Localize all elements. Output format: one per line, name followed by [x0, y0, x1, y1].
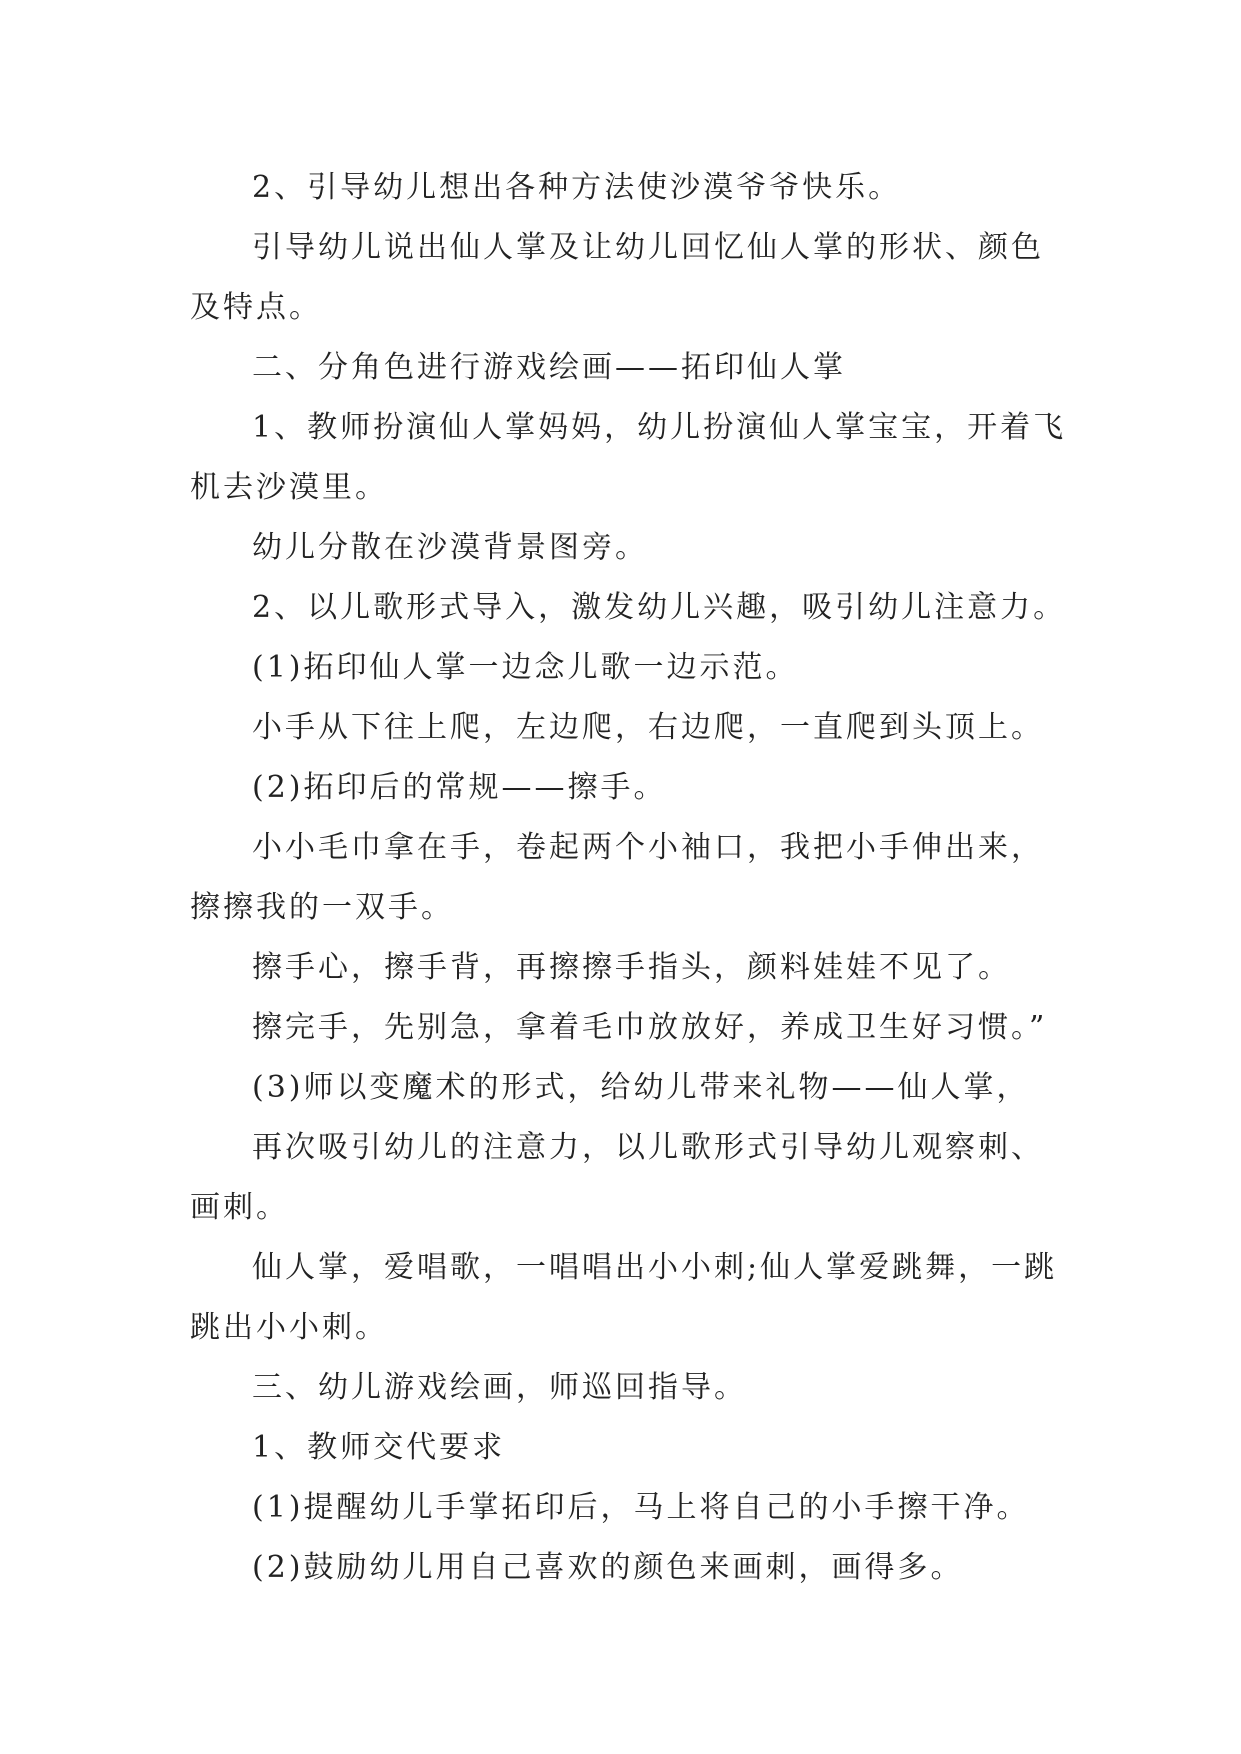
paragraph-15: 仙人掌，爱唱歌，一唱唱出小小刺;仙人掌爱跳舞，一跳跳出小小刺。	[190, 1250, 1058, 1345]
paragraph-9: (2)拓印后的常规——擦手。	[252, 770, 667, 805]
paragraph-19: (2)鼓励幼儿用自己喜欢的颜色来画刺，画得多。	[252, 1550, 964, 1585]
paragraph-14: 再次吸引幼儿的注意力，以儿歌形式引导幼儿观察刺、画刺。	[190, 1130, 1044, 1225]
paragraph-8: 小手从下往上爬，左边爬，右边爬，一直爬到头顶上。	[252, 710, 1044, 745]
section-heading-3: 三、幼儿游戏绘画，师巡回指导。	[252, 1370, 747, 1405]
paragraph-12: 擦完手，先别急，拿着毛巾放放好，养成卫生好习惯。”	[252, 1010, 1048, 1045]
paragraph-11: 擦手心，擦手背，再擦擦手指头，颜料娃娃不见了。	[252, 950, 1011, 985]
paragraph-17: 1、教师交代要求	[252, 1430, 506, 1465]
section-heading-2: 二、分角色进行游戏绘画——拓印仙人掌	[252, 350, 846, 385]
paragraph-6: 2、以儿歌形式导入，激发幼儿兴趣，吸引幼儿注意力。	[252, 590, 1067, 625]
paragraph-13: (3)师以变魔术的形式，给幼儿带来礼物——仙人掌，	[252, 1070, 1030, 1105]
paragraph-2: 引导幼儿说出仙人掌及让幼儿回忆仙人掌的形状、颜色及特点。	[190, 230, 1044, 325]
paragraph-5: 幼儿分散在沙漠背景图旁。	[252, 530, 648, 565]
paragraph-1: 2、引导幼儿想出各种方法使沙漠爷爷快乐。	[252, 170, 902, 205]
paragraph-18: (1)提醒幼儿手掌拓印后，马上将自己的小手擦干净。	[252, 1490, 1030, 1525]
paragraph-4: 1、教师扮演仙人掌妈妈，幼儿扮演仙人掌宝宝，开着飞机去沙漠里。	[190, 410, 1067, 505]
document-body	[190, 158, 1070, 1598]
paragraph-10: 小小毛巾拿在手，卷起两个小袖口，我把小手伸出来，擦擦我的一双手。	[190, 830, 1044, 925]
paragraph-7: (1)拓印仙人掌一边念儿歌一边示范。	[252, 650, 799, 685]
